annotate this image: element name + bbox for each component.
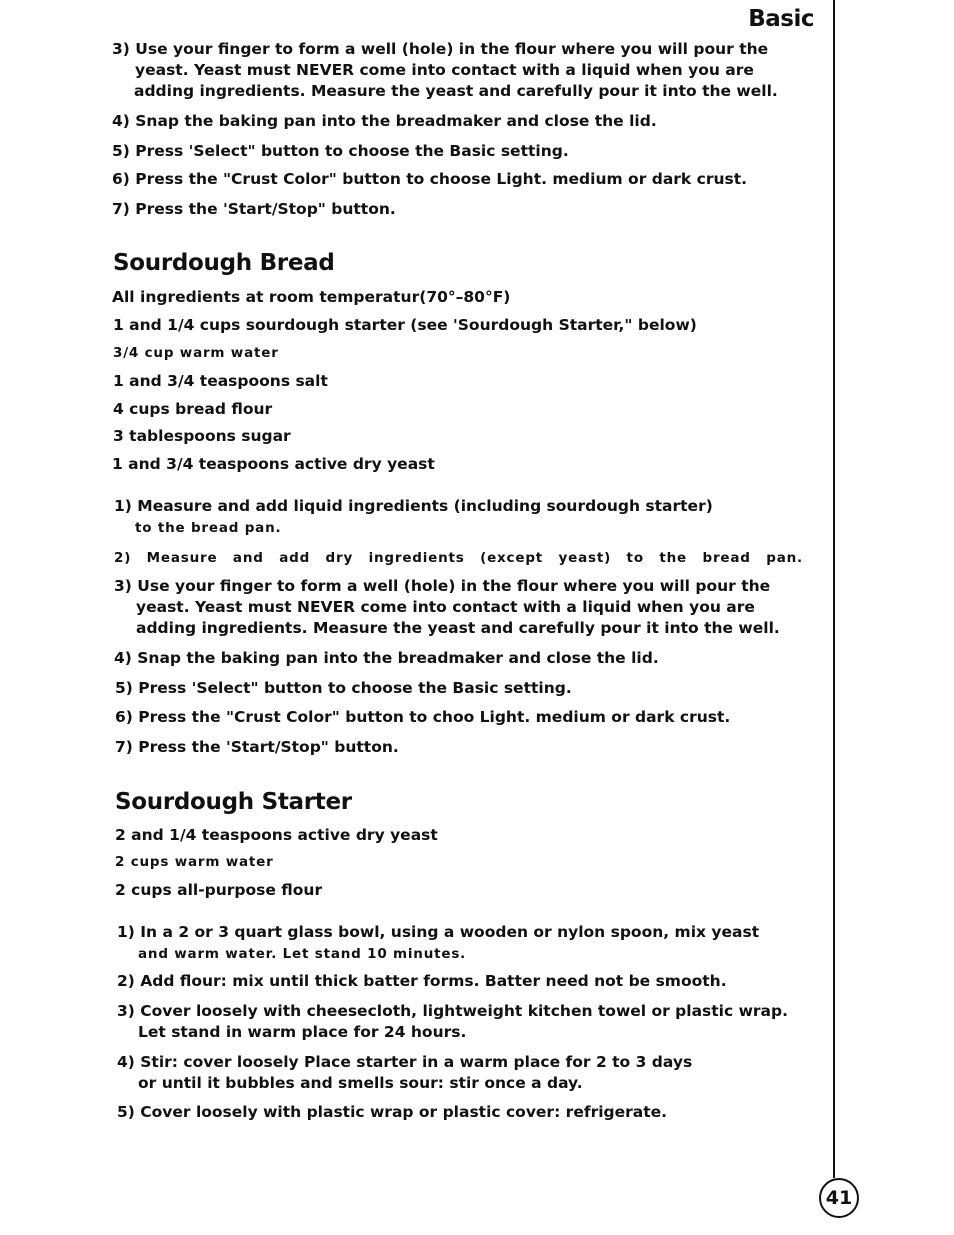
starter-step-4-line-2: or until it bubbles and smells sour: stir once a day. — [138, 1074, 583, 1092]
starter-step-3-line-2: Let stand in warm place for 24 hours. — [138, 1023, 467, 1041]
bread-step-2: 2) Measure and add dry ingredients (except yeast) to the bread pan. — [114, 550, 803, 566]
page-number-badge — [819, 1178, 859, 1218]
intro-step-7: 7) Press the 'Start/Stop" button. — [112, 200, 396, 218]
sourdough-starter-title: Sourdough Starter — [115, 789, 352, 815]
intro-step-5: 5) Press 'Select" button to choose the Basic setting. — [112, 142, 569, 160]
bread-step-4: 4) Snap the baking pan into the breadmaker and close the lid. — [114, 649, 659, 667]
intro-step-3-line-3: adding ingredients. Measure the yeast and carefully pour it into the well. — [134, 82, 778, 100]
starter-ingredient: 2 cups all-purpose flour — [115, 881, 323, 899]
section-label: Basic — [748, 6, 814, 32]
intro-step-3-line-2: yeast. Yeast must NEVER come into contact with a liquid when you are — [135, 61, 754, 79]
starter-step-4-line-1: 4) Stir: cover loosely Place starter in a warm place for 2 to 3 days — [117, 1053, 693, 1071]
starter-step-3-line-1: 3) Cover loosely with cheesecloth, lightweight kitchen towel or plastic wrap. — [117, 1002, 788, 1020]
bread-step-3-line-1: 3) Use your finger to form a well (hole) in the flour where you will pour the — [114, 577, 771, 595]
bread-ingredient: 3/4 cup warm water — [113, 345, 279, 361]
bread-step-7: 7) Press the 'Start/Stop" button. — [115, 738, 399, 756]
starter-step-1-line-1: 1) In a 2 or 3 quart glass bowl, using a wooden or nylon spoon, mix yeast — [117, 923, 760, 941]
bread-ingredient: 1 and 3/4 teaspoons active dry yeast — [112, 455, 435, 473]
starter-ingredient: 2 and 1/4 teaspoons active dry yeast — [115, 826, 438, 844]
starter-step-5: 5) Cover loosely with plastic wrap or plastic cover: refrigerate. — [117, 1103, 668, 1121]
starter-step-1-line-2: and warm water. Let stand 10 minutes. — [138, 946, 467, 962]
bread-ingredient: 1 and 1/4 cups sourdough starter (see 'Sourdough Starter," below) — [113, 316, 697, 334]
bread-step-1-line-1: 1) Measure and add liquid ingredients (including sourdough starter) — [114, 497, 713, 515]
bread-step-5: 5) Press 'Select" button to choose the Basic setting. — [115, 679, 572, 697]
bread-ingredient: All ingredients at room temperatur(70°–80°F) — [112, 288, 511, 306]
starter-ingredient: 2 cups warm water — [115, 854, 274, 870]
page-number: 41 — [825, 1187, 853, 1209]
bread-ingredient: 1 and 3/4 teaspoons salt — [113, 372, 328, 390]
intro-step-6: 6) Press the "Crust Color" button to choose Light. medium or dark crust. — [112, 170, 748, 188]
intro-step-3-line-1: 3) Use your finger to form a well (hole) in the flour where you will pour the — [112, 40, 769, 58]
bread-ingredient: 4 cups bread flour — [113, 400, 273, 418]
sourdough-bread-title: Sourdough Bread — [113, 250, 335, 276]
right-margin-rule — [833, 0, 835, 1178]
bread-step-3-line-3: adding ingredients. Measure the yeast and carefully pour it into the well. — [136, 619, 780, 637]
bread-ingredient: 3 tablespoons sugar — [113, 427, 291, 445]
bread-step-1-line-2: to the bread pan. — [135, 520, 282, 536]
starter-step-2: 2) Add flour: mix until thick batter forms. Batter need not be smooth. — [117, 972, 727, 990]
bread-step-6: 6) Press the "Crust Color" button to choo Light. medium or dark crust. — [115, 708, 731, 726]
intro-step-4: 4) Snap the baking pan into the breadmaker and close the lid. — [112, 112, 657, 130]
bread-step-3-line-2: yeast. Yeast must NEVER come into contact with a liquid when you are — [136, 598, 755, 616]
